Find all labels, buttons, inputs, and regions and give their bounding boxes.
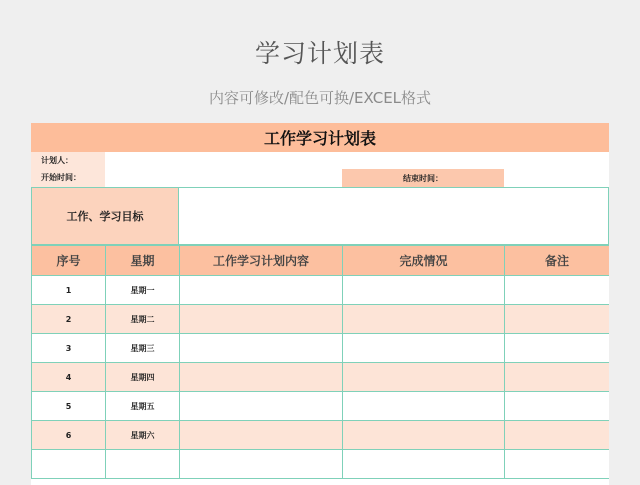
goal-field[interactable]	[179, 187, 609, 245]
status-cell[interactable]	[343, 392, 505, 421]
table-row	[32, 392, 610, 421]
row-number: 1	[32, 276, 106, 305]
content-cell[interactable]	[180, 305, 343, 334]
content-cell[interactable]	[180, 276, 343, 305]
column-header-no: 序号	[32, 246, 106, 276]
goal-label: 工作、学习目标	[31, 187, 179, 245]
remarks-cell[interactable]	[505, 450, 610, 479]
status-cell[interactable]	[343, 450, 505, 479]
row-weekday: 星期三	[106, 334, 180, 363]
row-weekday: 星期二	[106, 305, 180, 334]
table-row	[32, 305, 610, 334]
planner-label: 计划人：	[31, 152, 105, 169]
row-number: 3	[32, 334, 106, 363]
row-weekday: 星期四	[106, 363, 180, 392]
status-cell[interactable]	[343, 276, 505, 305]
column-header-content: 工作学习计划内容	[180, 246, 343, 276]
status-cell[interactable]	[343, 421, 505, 450]
remarks-cell[interactable]	[505, 363, 610, 392]
table-row	[32, 421, 610, 450]
remarks-cell[interactable]	[505, 334, 610, 363]
row-weekday: 星期一	[106, 276, 180, 305]
row-weekday: 星期五	[106, 392, 180, 421]
end-time-label: 结束时间：	[342, 169, 504, 187]
table-row	[32, 334, 610, 363]
table-row	[32, 363, 610, 392]
content-cell[interactable]	[180, 421, 343, 450]
row-number: 4	[32, 363, 106, 392]
status-cell[interactable]	[343, 363, 505, 392]
remarks-cell[interactable]	[505, 421, 610, 450]
sheet-title: 工作学习计划表	[31, 123, 609, 152]
page-title: 学习计划表	[254, 39, 385, 68]
table-header-row	[32, 246, 610, 276]
plan-table	[31, 245, 609, 479]
page-subtitle: 内容可修改/配色可换/EXCEL格式	[208, 89, 432, 107]
content-cell[interactable]	[180, 363, 343, 392]
column-header-day: 星期	[106, 246, 180, 276]
remarks-cell[interactable]	[505, 305, 610, 334]
content-cell[interactable]	[180, 334, 343, 363]
start-time-field[interactable]	[105, 169, 342, 187]
table-row	[32, 276, 610, 305]
content-cell[interactable]	[180, 450, 343, 479]
content-cell[interactable]	[180, 392, 343, 421]
status-cell[interactable]	[343, 334, 505, 363]
remarks-cell[interactable]	[505, 276, 610, 305]
row-number: 6	[32, 421, 106, 450]
row-number: 2	[32, 305, 106, 334]
status-cell[interactable]	[343, 305, 505, 334]
spreadsheet	[31, 123, 609, 485]
end-time-field[interactable]	[504, 169, 609, 187]
row-number	[32, 450, 106, 479]
start-time-label: 开始时间：	[31, 169, 105, 187]
table-row	[32, 450, 610, 479]
row-number: 5	[32, 392, 106, 421]
row-weekday	[106, 450, 180, 479]
column-header-status: 完成情况	[343, 246, 505, 276]
column-header-remarks: 备注	[505, 246, 610, 276]
planner-field[interactable]	[105, 152, 609, 169]
remarks-cell[interactable]	[505, 392, 610, 421]
row-weekday: 星期六	[106, 421, 180, 450]
